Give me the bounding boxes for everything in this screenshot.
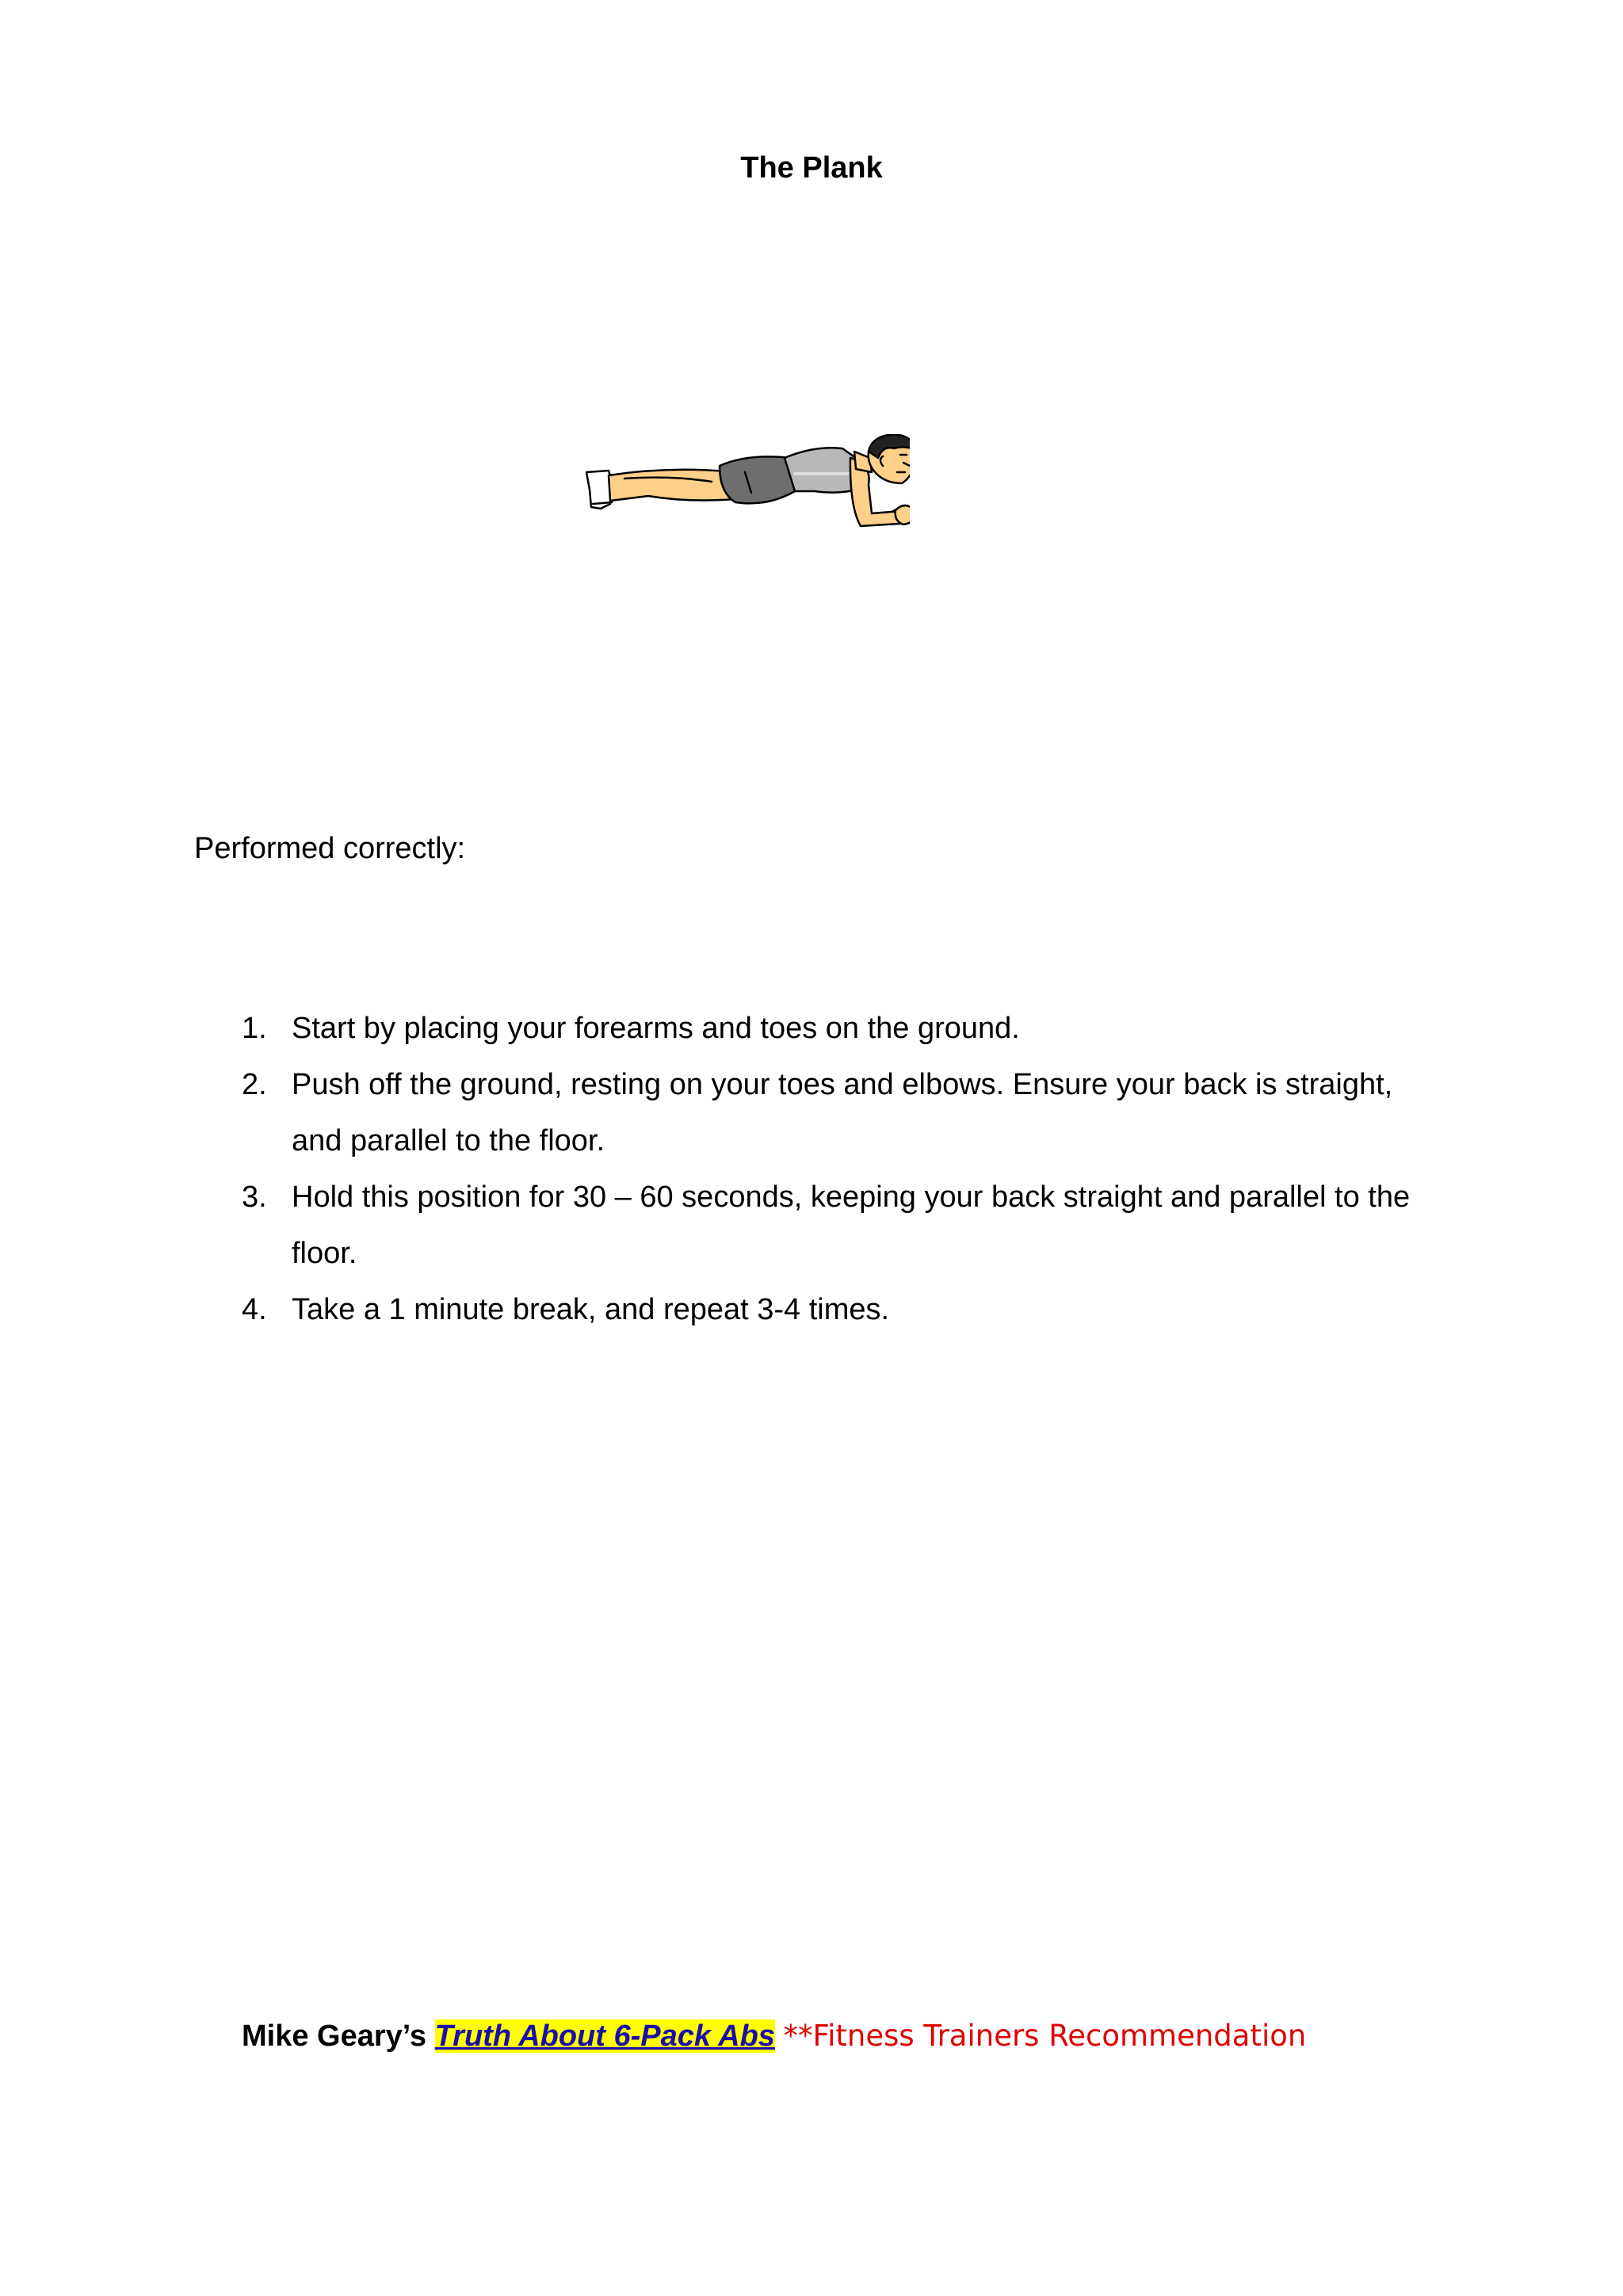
book-link[interactable]: Truth About 6-Pack Abs [434, 2019, 775, 2053]
plank-exercise-figure-icon [577, 434, 910, 537]
instruction-list [242, 1001, 1446, 1338]
footer-promo [242, 2019, 1306, 2055]
step-text: Push off the ground, resting on your toes and elbows. Ensure your back is straight, and parallel to the floor. [292, 1068, 1393, 1158]
list-item [242, 1169, 1446, 1282]
step-text: Start by placing your forearms and toes on the ground. [292, 1012, 1020, 1045]
step-number: 3. [242, 1180, 267, 1214]
step-number: 2. [242, 1068, 267, 1101]
step-number: 1. [242, 1012, 267, 1045]
recommendation-text: **Fitness Trainers Recommendation [783, 2019, 1307, 2053]
step-text: Take a 1 minute break, and repeat 3-4 times. [292, 1293, 890, 1326]
page-title: The Plank [740, 151, 883, 185]
author-name: Mike Geary’s [242, 2019, 427, 2053]
list-item [242, 1282, 1446, 1338]
list-item [242, 1057, 1446, 1169]
step-text: Hold this position for 30 – 60 seconds, keeping your back straight and parallel to the floor. [292, 1180, 1411, 1270]
intro-text: Performed correctly: [194, 832, 466, 865]
list-item [242, 1001, 1446, 1057]
step-number: 4. [242, 1293, 267, 1326]
